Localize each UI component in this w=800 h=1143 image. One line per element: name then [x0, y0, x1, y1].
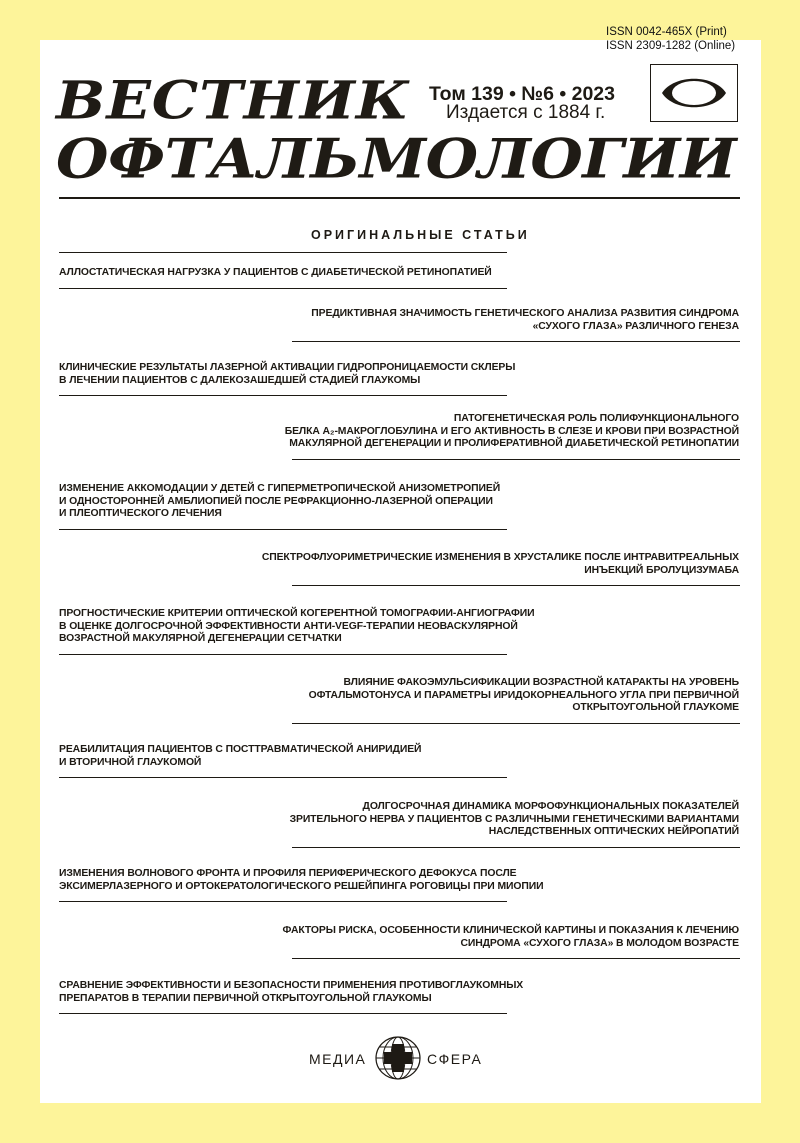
article-divider [292, 723, 740, 724]
article-title [290, 801, 739, 839]
article-title [59, 362, 515, 387]
journal-title-line1: ВЕСТНИК [56, 70, 410, 132]
article-title-line: ЭКСИМЕРЛАЗЕРНОГО И ОРТОКЕРАТОЛОГИЧЕСКОГО РЕШЕЙПИНГА РОГОВИЦЫ ПРИ МИОПИИ [59, 880, 544, 892]
article-divider [59, 395, 507, 396]
section-divider [59, 252, 507, 253]
article-title [59, 267, 492, 280]
article-title-line: ИЗМЕНЕНИЕ АККОМОДАЦИИ У ДЕТЕЙ С ГИПЕРМЕТРОПИЧЕСКОЙ АНИЗОМЕТРОПИЕЙ [59, 483, 501, 494]
article-title [59, 980, 523, 1005]
article-title-line: СИНДРОМА «СУХОГО ГЛАЗА» В МОЛОДОМ ВОЗРАСТЕ [460, 937, 739, 949]
article-title-line: ПРЕДИКТИВНАЯ ЗНАЧИМОСТЬ ГЕНЕТИЧЕСКОГО АНАЛИЗА РАЗВИТИЯ СИНДРОМА [311, 308, 739, 319]
article-title-line: КЛИНИЧЕСКИЕ РЕЗУЛЬТАТЫ ЛАЗЕРНОЙ АКТИВАЦИИ ГИДРОПРОНИЦАЕМОСТИ СКЛЕРЫ [59, 362, 516, 373]
publisher-name-right: СФЕРА [427, 1051, 483, 1067]
article-title-line: ОФТАЛЬМОТОНУСА И ПАРАМЕТРЫ ИРИДОКОРНЕАЛЬНОГО УГЛА ПРИ ПЕРВИЧНОЙ [308, 689, 739, 701]
article-title-line: ФАКТОРЫ РИСКА, ОСОБЕННОСТИ КЛИНИЧЕСКОЙ КАРТИНЫ И ПОКАЗАНИЯ К ЛЕЧЕНИЮ [282, 925, 739, 936]
article-title-line: НАСЛЕДСТВЕННЫХ ОПТИЧЕСКИХ НЕЙРОПАТИЙ [488, 826, 739, 837]
article-divider [59, 777, 507, 778]
article-title-line: ВЛИЯНИЕ ФАКОЭМУЛЬСИФИКАЦИИ ВОЗРАСТНОЙ КАТАРАКТЫ НА УРОВЕНЬ [343, 677, 739, 688]
issn-online: ISSN 2309-1282 (Online) [606, 40, 736, 52]
article-title-line: ПАТОГЕНЕТИЧЕСКАЯ РОЛЬ ПОЛИФУНКЦИОНАЛЬНОГО [453, 413, 739, 424]
publisher-logo [309, 1033, 499, 1083]
article-title-line: ПРОГНОСТИЧЕСКИЕ КРИТЕРИИ ОПТИЧЕСКОЙ КОГЕРЕНТНОЙ ТОМОГРАФИИ-АНГИОГРАФИИ [59, 608, 535, 619]
article-divider [59, 901, 507, 902]
article-title-line: СПЕКТРОФЛУОРИМЕТРИЧЕСКИЕ ИЗМЕНЕНИЯ В ХРУСТАЛИКЕ ПОСЛЕ ИНТРАВИТРЕАЛЬНЫХ [261, 552, 739, 563]
article-divider [59, 654, 507, 655]
publisher-name-left: МЕДИА [309, 1051, 367, 1067]
mediasphere-logo-icon [373, 1035, 423, 1081]
journal-title-line2: ОФТАЛЬМОЛОГИИ [56, 127, 737, 191]
article-divider [292, 341, 740, 342]
article-divider [59, 529, 507, 530]
masthead-divider [59, 197, 740, 199]
article-title-line: И ВТОРИЧНОЙ ГЛАУКОМОЙ [59, 756, 202, 768]
article-title-line: И ОДНОСТОРОННЕЙ АМБЛИОПИЕЙ ПОСЛЕ РЕФРАКЦИОННО-ЛАЗЕРНОЙ ОПЕРАЦИИ [59, 495, 493, 507]
section-title: ОРИГИНАЛЬНЫЕ СТАТЬИ [311, 228, 530, 242]
article-divider [292, 847, 740, 848]
article-title-line: ВОЗРАСТНОЙ МАКУЛЯРНОЙ ДЕГЕНЕРАЦИИ СЕТЧАТКИ [59, 633, 342, 644]
article-title-line: ИЗМЕНЕНИЯ ВОЛНОВОГО ФРОНТА И ПРОФИЛЯ ПЕРИФЕРИЧЕСКОГО ДЕФОКУСА ПОСЛЕ [59, 868, 517, 879]
article-divider [292, 958, 740, 959]
founded-note: Издается с 1884 г. [446, 102, 606, 123]
eye-icon [650, 64, 738, 122]
article-title [311, 308, 739, 333]
article-title [285, 413, 739, 451]
article-title-line: «СУХОГО ГЛАЗА» РАЗЛИЧНОГО ГЕНЕЗА [532, 320, 739, 332]
article-title-line: ДОЛГОСРОЧНАЯ ДИНАМИКА МОРФОФУНКЦИОНАЛЬНЫХ ПОКАЗАТЕЛЕЙ [362, 801, 739, 812]
issue-info: Том 139 • №6 • 2023 [429, 83, 616, 105]
article-title [309, 677, 739, 715]
article-title [262, 552, 739, 577]
article-title-line: В ЛЕЧЕНИИ ПАЦИЕНТОВ С ДАЛЕКОЗАШЕДШЕЙ СТАДИЕЙ ГЛАУКОМЫ [59, 374, 421, 386]
article-divider [292, 585, 740, 586]
article-title-line: В ОЦЕНКЕ ДОЛГОСРОЧНОЙ ЭФФЕКТИВНОСТИ АНТИ-VEGF-ТЕРАПИИ НЕОВАСКУЛЯРНОЙ [59, 620, 518, 632]
article-title [59, 744, 421, 769]
article-title-line: И ПЛЕОПТИЧЕСКОГО ЛЕЧЕНИЯ [59, 508, 222, 519]
article-divider [59, 1013, 507, 1014]
article-title [59, 483, 500, 521]
article-divider [59, 288, 507, 289]
article-title-line: ИНЪЕКЦИЙ БРОЛУЦИЗУМАБА [584, 564, 739, 576]
article-title-line: БЕЛКА А₂-МАКРОГЛОБУЛИНА И ЕГО АКТИВНОСТЬ В СЛЕЗЕ И КРОВИ ПРИ ВОЗРАСТНОЙ [284, 425, 739, 437]
issn-print: ISSN 0042-465X (Print) [606, 26, 727, 38]
issn-block [606, 25, 735, 53]
article-title [59, 868, 543, 893]
article-title-line: ПРЕПАРАТОВ В ТЕРАПИИ ПЕРВИЧНОЙ ОТКРЫТОУГОЛЬНОЙ ГЛАУКОМЫ [59, 992, 432, 1004]
article-title-line: РЕАБИЛИТАЦИЯ ПАЦИЕНТОВ С ПОСТТРАВМАТИЧЕСКОЙ АНИРИДИЕЙ [59, 744, 422, 755]
article-divider [292, 459, 740, 460]
article-title [59, 608, 535, 646]
article-title-line: ЗРИТЕЛЬНОГО НЕРВА У ПАЦИЕНТОВ С РАЗЛИЧНЫМИ ГЕНЕТИЧЕСКИМИ ВАРИАНТАМИ [289, 813, 739, 825]
article-title-line: СРАВНЕНИЕ ЭФФЕКТИВНОСТИ И БЕЗОПАСНОСТИ ПРИМЕНЕНИЯ ПРОТИВОГЛАУКОМНЫХ [59, 980, 524, 991]
article-title-line: АЛЛОСТАТИЧЕСКАЯ НАГРУЗКА У ПАЦИЕНТОВ С ДИАБЕТИЧЕСКОЙ РЕТИНОПАТИЕЙ [59, 267, 492, 278]
article-title-line: ОТКРЫТОУГОЛЬНОЙ ГЛАУКОМЕ [572, 702, 739, 713]
article-title-line: МАКУЛЯРНОЙ ДЕГЕНЕРАЦИИ И ПРОЛИФЕРАТИВНОЙ ДИАБЕТИЧЕСКОЙ РЕТИНОПАТИИ [289, 438, 739, 449]
article-title [282, 925, 739, 950]
